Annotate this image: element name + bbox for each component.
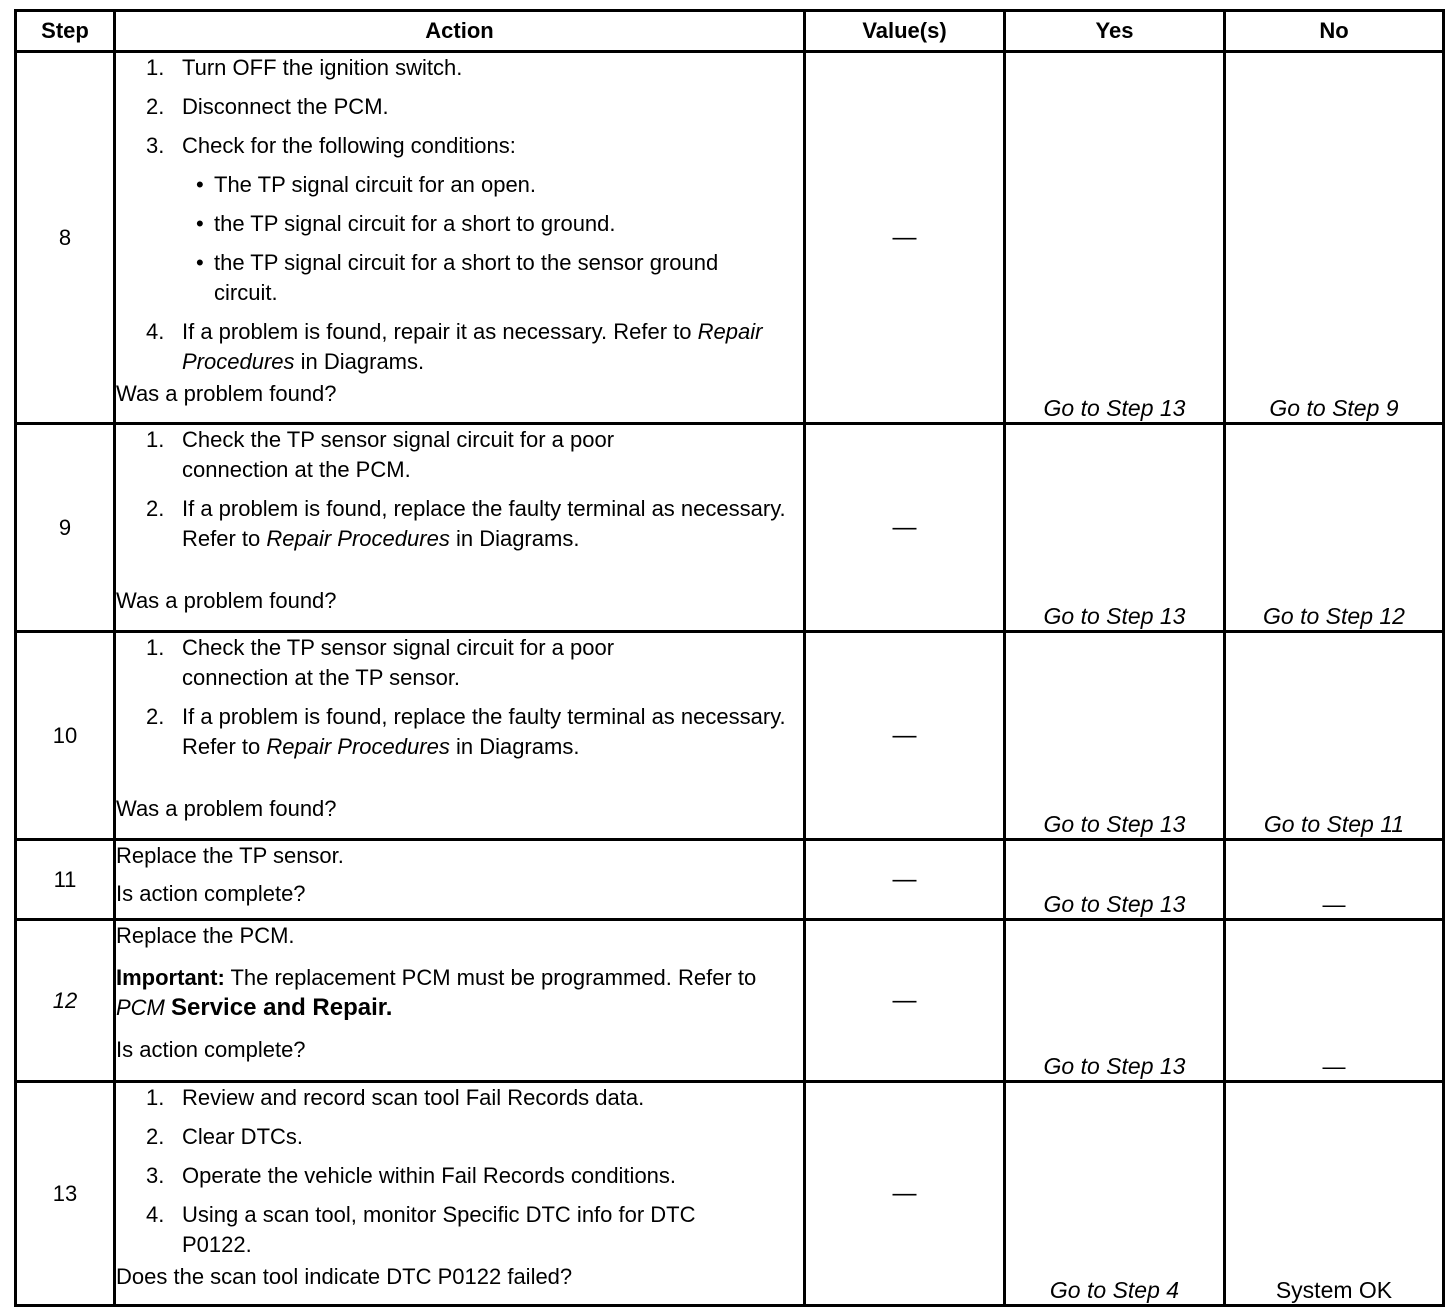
no-cell: System OK [1225,1082,1444,1306]
header-row [16,11,1444,52]
yes-cell: Go to Step 13 [1005,840,1225,920]
list-item: 2. Clear DTCs. [146,1124,304,1149]
important-label: Important: [116,965,225,990]
value-cell: — [805,52,1005,424]
yes-cell: Go to Step 13 [1005,52,1225,424]
value-cell: — [805,1082,1005,1306]
list-item: 3. Operate the vehicle within Fail Records conditions. [146,1163,677,1188]
table-row [16,424,1444,632]
list-item: 2. If a problem is found, replace the faulty terminal as necessary. Refer to Repair Procedures in Diagrams. [146,704,786,759]
action-cell [115,424,805,632]
bullet-item: • the TP signal circuit for a short to the sensor ground circuit. [196,250,719,305]
header-yes: Yes [1005,11,1225,52]
question-text: Was a problem found? [116,588,337,613]
step-number: 11 [16,840,115,920]
list-item: 1. Check the TP sensor signal circuit for a poor connection at the TP sensor. [146,635,615,690]
service-and-repair-reference: Service and Repair. [171,994,393,1021]
action-cell [115,920,805,1082]
header-values: Value(s) [805,11,1005,52]
bullet-item: • the TP signal circuit for a short to ground. [196,211,616,236]
value-cell: — [805,424,1005,632]
header-step: Step [16,11,115,52]
repair-procedures-reference: Repair Procedures [182,319,763,374]
action-cell [115,632,805,840]
yes-cell: Go to Step 13 [1005,920,1225,1082]
pcm-reference: PCM [116,995,165,1020]
bullet-item: • The TP signal circuit for an open. [196,172,537,197]
no-cell: — [1225,840,1444,920]
yes-cell: Go to Step 13 [1005,632,1225,840]
value-cell: — [805,920,1005,1082]
question-text: Is action complete? [116,1037,306,1062]
repair-procedures-reference: Repair Procedures [266,734,450,759]
table-row [16,632,1444,840]
table-row [16,52,1444,424]
action-cell [115,1082,805,1306]
diagnostic-table [14,9,1445,1307]
step-number: 13 [16,1082,115,1306]
header-no: No [1225,11,1444,52]
list-item: 1. Check the TP sensor signal circuit for a poor connection at the PCM. [146,427,615,482]
step-number: 9 [16,424,115,632]
list-item: 2. Disconnect the PCM. [146,94,389,119]
question-text: Was a problem found? [116,796,337,821]
yes-cell: Go to Step 13 [1005,424,1225,632]
yes-cell: Go to Step 4 [1005,1082,1225,1306]
question-text: Does the scan tool indicate DTC P0122 failed? [116,1264,573,1289]
list-item: 2. If a problem is found, replace the faulty terminal as necessary. Refer to Repair Procedures in Diagrams. [146,496,786,551]
important-note: Important: The replacement PCM must be programmed. Refer to PCM Service and Repair. [116,965,757,1021]
no-cell: Go to Step 9 [1225,52,1444,424]
step-number: 12 [16,920,115,1082]
list-item: 4. If a problem is found, repair it as necessary. Refer to Repair Procedures in Diagrams. [146,319,763,374]
step-number: 8 [16,52,115,424]
question-text: Was a problem found? [116,381,337,406]
step-number: 10 [16,632,115,840]
list-item: 3. Check for the following conditions: [146,133,516,158]
action-cell [115,52,805,424]
header-action: Action [115,11,805,52]
table-row [16,1082,1444,1306]
question-text: Is action complete? [116,881,306,906]
action-text: Replace the TP sensor. [116,843,344,868]
no-cell: Go to Step 11 [1225,632,1444,840]
action-text: Replace the PCM. [116,923,295,948]
list-item: 1. Review and record scan tool Fail Records data. [146,1085,645,1110]
value-cell: — [805,632,1005,840]
no-cell: Go to Step 12 [1225,424,1444,632]
list-item: 1. Turn OFF the ignition switch. [146,55,463,80]
repair-procedures-reference: Repair Procedures [266,526,450,551]
value-cell: — [805,840,1005,920]
table-row [16,920,1444,1082]
no-cell: — [1225,920,1444,1082]
table-row [16,840,1444,920]
action-cell [115,840,805,920]
list-item: 4. Using a scan tool, monitor Specific DTC info for DTC P0122. [146,1202,696,1257]
